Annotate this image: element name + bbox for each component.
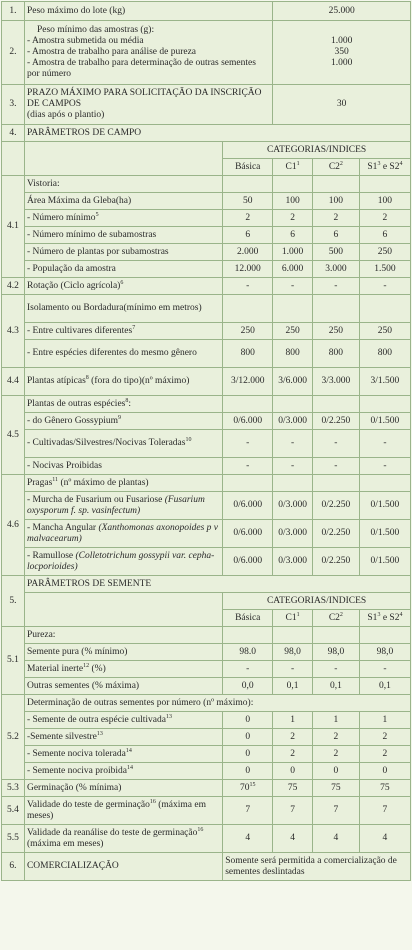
row-number: 5.4 [2, 797, 25, 825]
row-label: Vistoria: [24, 176, 222, 193]
col-c1: $C1^1$ [273, 159, 313, 176]
table-row [2, 413, 411, 430]
cell-c2: 98,0 [312, 644, 359, 661]
cell-s1s2: 3/1.500 [359, 368, 410, 396]
cell-c2: 0/2.250 [312, 548, 359, 576]
cell-c2: 75 [312, 780, 359, 797]
cell-c1: 100 [273, 193, 313, 210]
row-label [24, 21, 272, 85]
cell-c2: 0/2.250 [312, 413, 359, 430]
col-c1: $C1^1$ [273, 610, 313, 627]
cell-s1s2: 1.500 [359, 261, 410, 278]
row-label: - Semente nociva tolerada$^{14}$ [24, 746, 222, 763]
row-label: Outras sementes (% máxima) [24, 678, 222, 695]
row-label: - Semente de outra espécie cultivada$^{13}$ [24, 712, 222, 729]
cell-basica: 0/6.000 [223, 413, 273, 430]
row-label [24, 85, 272, 125]
table-row [2, 261, 411, 278]
row-number: 6. [2, 853, 25, 881]
table-row [2, 729, 411, 746]
value-line: 1.000 [330, 36, 353, 46]
row-label: Área Máxima da Gleba(ha) [24, 193, 222, 210]
cell-c2: 800 [312, 340, 359, 368]
table-row [2, 678, 411, 695]
col-s1-s2: $S1^3$ e $S2^4$ [359, 610, 410, 627]
category-header-row [2, 593, 411, 610]
row-number: 1. [2, 2, 25, 21]
col-c2: $C2^2$ [312, 159, 359, 176]
row-label: Validade da reanálise do teste de germinação$^{16}$ (máxima em meses) [24, 825, 222, 853]
cell-c1: 0,1 [273, 678, 313, 695]
row-5-title [2, 576, 411, 593]
cell-basica: 3/12.000 [223, 368, 273, 396]
category-header-row [2, 142, 411, 159]
row-4-2 [2, 278, 411, 295]
row-label: Material inerte$^{12}$ (%) [24, 661, 222, 678]
table-row [2, 193, 411, 210]
row-number: 2. [2, 21, 25, 85]
cell-c1: 0 [273, 763, 313, 780]
cell-basica: 0 [223, 712, 273, 729]
table-row [2, 492, 411, 520]
row-label: Plantas atípicas$^8$ (fora do tipo)(nº máximo) [24, 368, 222, 396]
cell-c1: 1 [273, 712, 313, 729]
categories-title: CATEGORIAS/INDICES [223, 593, 411, 610]
cell-s1s2: 250 [359, 323, 410, 340]
cell-s1s2: 1 [359, 712, 410, 729]
cell-c1: 98,0 [273, 644, 313, 661]
row-number: 5.1 [2, 627, 25, 695]
cell-s1s2: 2 [359, 210, 410, 227]
cell-s1s2: 0/1.500 [359, 492, 410, 520]
table-row [2, 458, 411, 475]
categories-title: CATEGORIAS/INDICES [223, 142, 411, 159]
cell-basica: 250 [223, 323, 273, 340]
row-label: - Semente nociva proibida$^{14}$ [24, 763, 222, 780]
row-label: Determinação de outras sementes por número (nº máximo): [24, 695, 410, 712]
cell-basica: 12.000 [223, 261, 273, 278]
cell-c1: - [273, 430, 313, 458]
col-basica: Básica [223, 610, 273, 627]
cell-c1: 0/3.000 [273, 413, 313, 430]
value-line: 1.000 [330, 58, 353, 68]
cell-s1s2: 0,1 [359, 678, 410, 695]
row-number: 4.2 [2, 278, 25, 295]
table-row [2, 340, 411, 368]
value-line: 350 [334, 47, 349, 57]
row-label: - Cultivadas/Silvestres/Nocivas Toleradas$^{10}$ [24, 430, 222, 458]
cell-c1: 250 [273, 323, 313, 340]
row-4-4 [2, 368, 411, 396]
cell-s1s2: 98,0 [359, 644, 410, 661]
col-basica: Básica [223, 159, 273, 176]
row-number: 5.5 [2, 825, 25, 853]
row-4-3-head [2, 295, 411, 323]
cell-s1s2: 2 [359, 729, 410, 746]
row-label: Isolamento ou Bordadura(mínimo em metros) [24, 295, 222, 323]
cell-c2: 100 [312, 193, 359, 210]
row-label: Plantas de outras espécies$^8$: [24, 396, 222, 413]
cell-c1: 7 [273, 797, 313, 825]
cell-s1s2: - [359, 458, 410, 475]
cell-basica: 6 [223, 227, 273, 244]
row-5-5 [2, 825, 411, 853]
cell-s1s2: 250 [359, 244, 410, 261]
cell-c1: 2 [273, 729, 313, 746]
cell-c2: 0/2.250 [312, 520, 359, 548]
row-5-4 [2, 797, 411, 825]
cell-c1: 1.000 [273, 244, 313, 261]
row-label: Pureza: [24, 627, 222, 644]
list-item: - Amostra submetida ou média [26, 36, 144, 46]
row-label: - Número mínimo$^5$ [24, 210, 222, 227]
row-label: Validade do teste de germinação$^{16}$ (máxima em meses) [24, 797, 222, 825]
row-label: COMERCIALIZAÇÃO [24, 853, 222, 881]
row-title: PRAZO MÁXIMO PARA SOLICITAÇÃO DA INSCRIÇÃO DE CAMPOS [26, 88, 262, 109]
cell-c1: - [273, 458, 313, 475]
row-label: - Nocivas Proibidas [24, 458, 222, 475]
row-label: Peso máximo do lote (kg) [24, 2, 272, 21]
seed-standards-table [1, 1, 411, 881]
row-value: 30 [273, 85, 411, 125]
cell-c1: 3/6.000 [273, 368, 313, 396]
cell-c2: 0/2.250 [312, 492, 359, 520]
cell-c2: - [312, 278, 359, 295]
cell-basica: $70^{15}$ [223, 780, 273, 797]
cell-basica: 7 [223, 797, 273, 825]
cell-c1: 2 [273, 746, 313, 763]
row-value: 25.000 [273, 2, 411, 21]
table-row [2, 520, 411, 548]
row-number: 4.5 [2, 396, 25, 475]
row-label: - Entre cultivares diferentes$^7$ [24, 323, 222, 340]
cell-c1: 6.000 [273, 261, 313, 278]
cell-c1: 75 [273, 780, 313, 797]
table-row [2, 210, 411, 227]
row-number: 3. [2, 85, 25, 125]
list-item: - Amostra de trabalho para determinação de outras sementes por número [26, 58, 256, 79]
row-label: - População da amostra [24, 261, 222, 278]
cell-basica: - [223, 278, 273, 295]
col-c2: $C2^2$ [312, 610, 359, 627]
cell-c1: 4 [273, 825, 313, 853]
cell-c1: 0/3.000 [273, 492, 313, 520]
row-5-2-head [2, 695, 411, 712]
row-label: Germinação (% mínima) [24, 780, 222, 797]
row-label: - do Gênero Gossypium$^9$ [24, 413, 222, 430]
cell-c2: 0,1 [312, 678, 359, 695]
row-label: - Número de plantas por subamostras [24, 244, 222, 261]
cell-s1s2: 0 [359, 763, 410, 780]
section-title: PARÂMETROS DE SEMENTE [24, 576, 410, 593]
cell-s1s2: - [359, 278, 410, 295]
cell-c2: 6 [312, 227, 359, 244]
cell-c2: 2 [312, 729, 359, 746]
row-number: 4.6 [2, 475, 25, 576]
cell-c2: - [312, 458, 359, 475]
cell-c2: - [312, 661, 359, 678]
cell-basica: 2.000 [223, 244, 273, 261]
row-3 [2, 85, 411, 125]
table-row [2, 644, 411, 661]
section-title: PARÂMETROS DE CAMPO [24, 125, 410, 142]
cell-basica: 0/6.000 [223, 548, 273, 576]
cell-s1s2: - [359, 661, 410, 678]
cell-c2: 3/3.000 [312, 368, 359, 396]
cell-basica: 0/6.000 [223, 492, 273, 520]
cell-s1s2: 0/1.500 [359, 520, 410, 548]
table-row [2, 661, 411, 678]
row-subtitle: (dias após o plantio) [26, 110, 105, 120]
row-label: - Mancha Angular (Xanthomonas axonopoides p v malvacearum) [24, 520, 222, 548]
cell-c2: 2 [312, 746, 359, 763]
cell-basica: - [223, 430, 273, 458]
table-row [2, 712, 411, 729]
cell-basica: 0,0 [223, 678, 273, 695]
row-4-6-head [2, 475, 411, 492]
cell-basica: 2 [223, 210, 273, 227]
row-label: - Murcha de Fusarium ou Fusariose (Fusarium oxysporum f. sp. vasinfectum) [24, 492, 222, 520]
cell-c2: 0 [312, 763, 359, 780]
col-s1-s2: $S1^3$ e $S2^4$ [359, 159, 410, 176]
row-number: 4.4 [2, 368, 25, 396]
row-number: 4.3 [2, 295, 25, 368]
cell-c2: 1 [312, 712, 359, 729]
table-row [2, 244, 411, 261]
table-row [2, 763, 411, 780]
row-4 [2, 125, 411, 142]
cell-basica: 0 [223, 729, 273, 746]
cell-basica: 98.0 [223, 644, 273, 661]
cell-basica: 0/6.000 [223, 520, 273, 548]
cell-c1: 800 [273, 340, 313, 368]
cell-c2: 2 [312, 210, 359, 227]
row-value [273, 21, 411, 85]
cell-basica: 50 [223, 193, 273, 210]
cell-c1: 6 [273, 227, 313, 244]
row-number: 5. [2, 576, 25, 627]
table-row [2, 323, 411, 340]
cell-basica: 800 [223, 340, 273, 368]
row-number: 4. [2, 125, 25, 142]
cell-c2: - [312, 430, 359, 458]
cell-c1: 0/3.000 [273, 520, 313, 548]
table-row [2, 227, 411, 244]
cell-s1s2: 4 [359, 825, 410, 853]
cell-c2: 4 [312, 825, 359, 853]
row-label: Rotação (Ciclo agrícola)$^6$ [24, 278, 222, 295]
row-label: - Número mínimo de subamostras [24, 227, 222, 244]
cell-s1s2: 75 [359, 780, 410, 797]
section-title: Peso mínimo das amostras (g): [36, 25, 155, 35]
cell-basica: - [223, 661, 273, 678]
cell-s1s2: - [359, 430, 410, 458]
row-5-1-head [2, 627, 411, 644]
row-number: 5.3 [2, 780, 25, 797]
row-label: Pragas$^{11}$ (nº máximo de plantas) [24, 475, 222, 492]
row-label: - Entre espécies diferentes do mesmo gênero [24, 340, 222, 368]
cell-s1s2: 7 [359, 797, 410, 825]
row-label: Semente pura (% mínimo) [24, 644, 222, 661]
row-label: -Semente silvestre$^{13}$ [24, 729, 222, 746]
cell-c1: - [273, 661, 313, 678]
cell-basica: - [223, 458, 273, 475]
row-4-1-head [2, 176, 411, 193]
cell-c2: 3.000 [312, 261, 359, 278]
cell-s1s2: 0/1.500 [359, 548, 410, 576]
list-item: - Amostra de trabalho para análise de pureza [26, 47, 197, 57]
cell-s1s2: 6 [359, 227, 410, 244]
row-number: 5.2 [2, 695, 25, 780]
row-value: Somente será permitida a comercialização de sementes deslintadas [223, 853, 411, 881]
row-2 [2, 21, 411, 85]
cell-c1: - [273, 278, 313, 295]
row-4-5-head [2, 396, 411, 413]
row-6 [2, 853, 411, 881]
cell-c2: 500 [312, 244, 359, 261]
cell-c1: 0/3.000 [273, 548, 313, 576]
table-row [2, 548, 411, 576]
table-row [2, 746, 411, 763]
cell-c2: 250 [312, 323, 359, 340]
cell-basica: 0 [223, 763, 273, 780]
row-number: 4.1 [2, 176, 25, 278]
cell-s1s2: 2 [359, 746, 410, 763]
cell-s1s2: 800 [359, 340, 410, 368]
cell-s1s2: 0/1.500 [359, 413, 410, 430]
cell-basica: 0 [223, 746, 273, 763]
cell-s1s2: 100 [359, 193, 410, 210]
cell-c1: 2 [273, 210, 313, 227]
cell-c2: 7 [312, 797, 359, 825]
cell-basica: 4 [223, 825, 273, 853]
row-label: - Ramullose (Colletotrichum gossypii var. cepha-loсporioides) [24, 548, 222, 576]
row-5-3 [2, 780, 411, 797]
row-1 [2, 2, 411, 21]
table-row [2, 430, 411, 458]
